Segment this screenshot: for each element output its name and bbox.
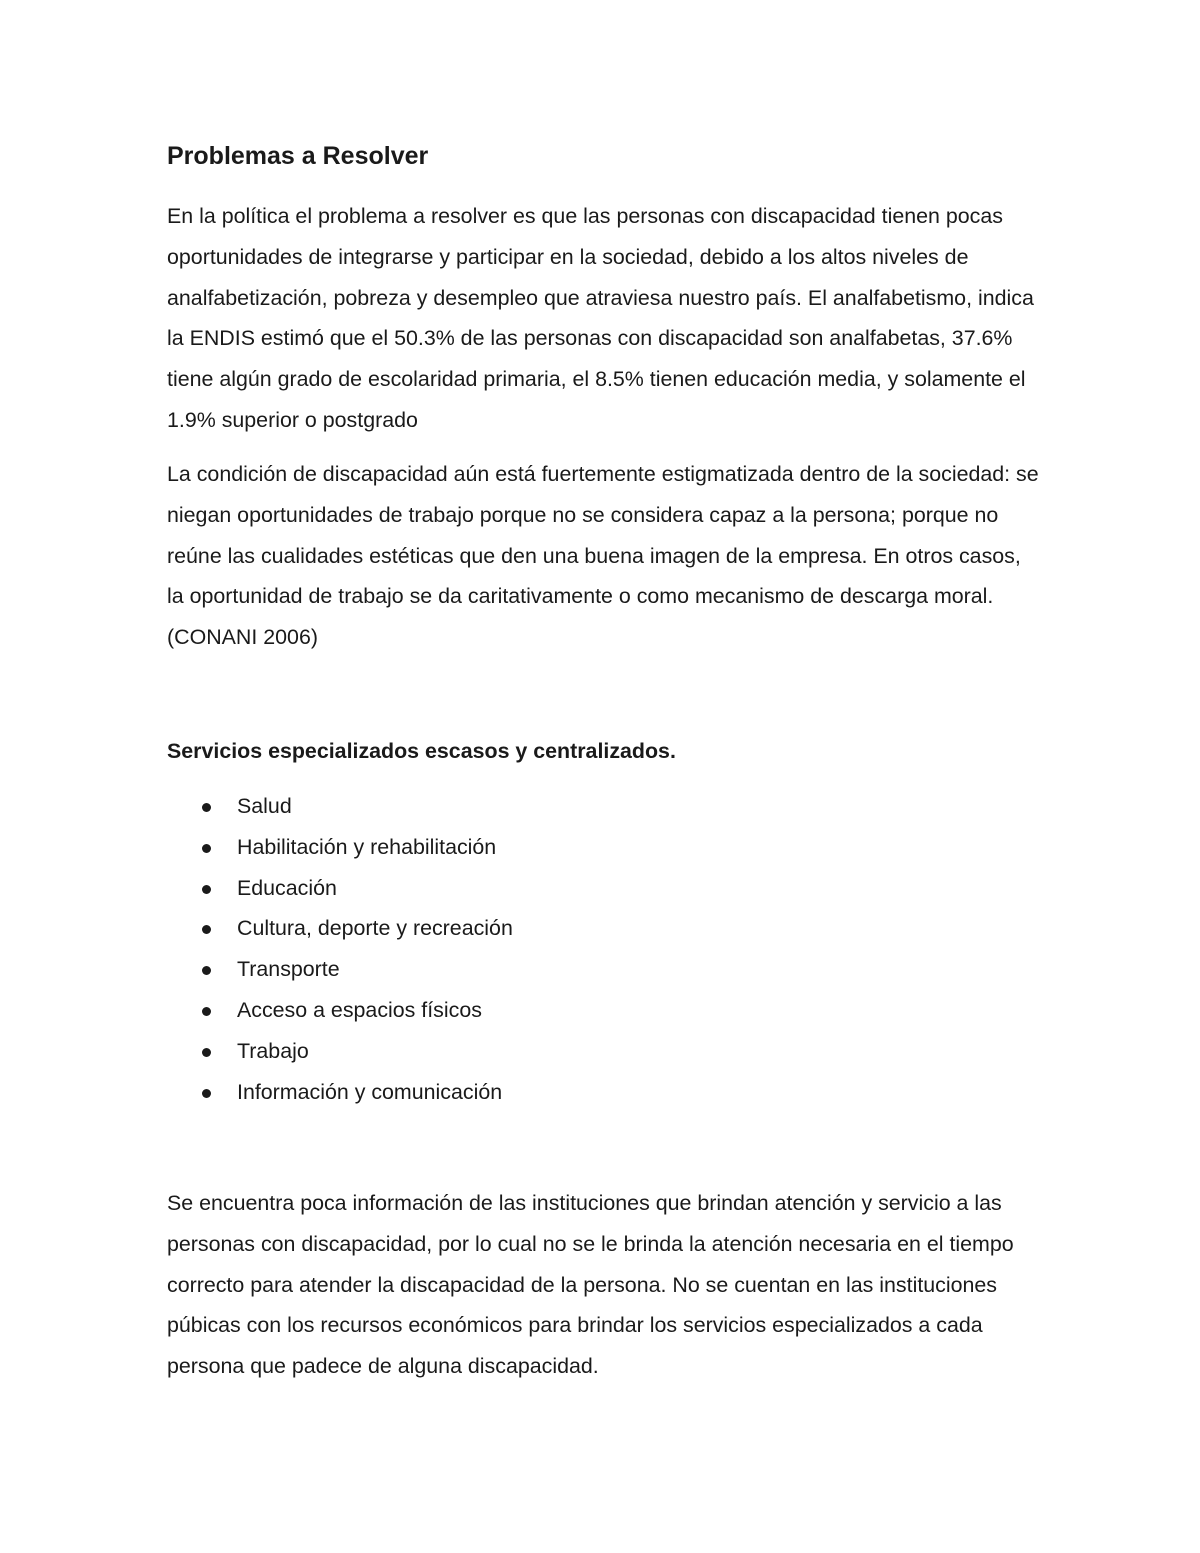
page-title: Problemas a Resolver	[167, 142, 429, 170]
list-item-label: Información y comunicación	[237, 1079, 503, 1104]
list-item-label: Educación	[237, 875, 337, 900]
bullet-icon	[202, 844, 211, 853]
bullet-icon	[202, 925, 211, 934]
list-item-label: Cultura, deporte y recreación	[237, 916, 513, 941]
list-item-label: Acceso a espacios físicos	[237, 997, 482, 1022]
list-item-label: Trabajo	[237, 1038, 309, 1063]
paragraph-condicion: La condición de discapacidad aún está fuertemente estigmatizada dentro de la sociedad: se niegan oportunidades de trabajo porque no se considera capaz a la persona; porque no reúne las cualidades estéticas que den una buena imagen de la empresa. En otros casos, la oportunidad de trabajo se da caritativamente o como mecanismo de descarga moral. (CONANI 2006)	[167, 462, 1039, 650]
bullet-icon	[202, 1007, 211, 1016]
bullet-icon	[202, 803, 211, 812]
bullet-icon	[202, 885, 211, 894]
paragraph-politica: En la política el problema a resolver es que las personas con discapacidad tienen pocas oportunidades de integrarse y participar en la sociedad, debido a los altos niveles de analfabetización, pobreza y desempleo que atraviesa nuestro país. El analfabetismo, indica la ENDIS estimó que el 50.3% de las personas con discapacidad son analfabetas, 37.6% tiene algún grado de escolaridad primaria, el 8.5% tienen educación media, y solamente el 1.9% superior o postgrado	[167, 204, 1034, 432]
list-item-label: Habilitación y rehabilitación	[237, 834, 497, 859]
list-item-label: Salud	[237, 794, 292, 818]
bullet-icon	[202, 1089, 211, 1098]
list-item-label: Transporte	[237, 957, 340, 982]
paragraph-instituciones: Se encuentra poca información de las instituciones que brindan atención y servicio a las personas con discapacidad, por lo cual no se le brinda la atención necesaria en el tiempo correcto para atender la discapacidad de la persona. No se cuentan en las instituciones púbicas con los recursos económicos para brindar los servicios especializados a cada persona que padece de alguna discapacidad.	[167, 1191, 1014, 1379]
section-subheading: Servicios especializados escasos y centralizados.	[167, 739, 676, 763]
bullet-icon	[202, 966, 211, 975]
bullet-icon	[202, 1048, 211, 1057]
